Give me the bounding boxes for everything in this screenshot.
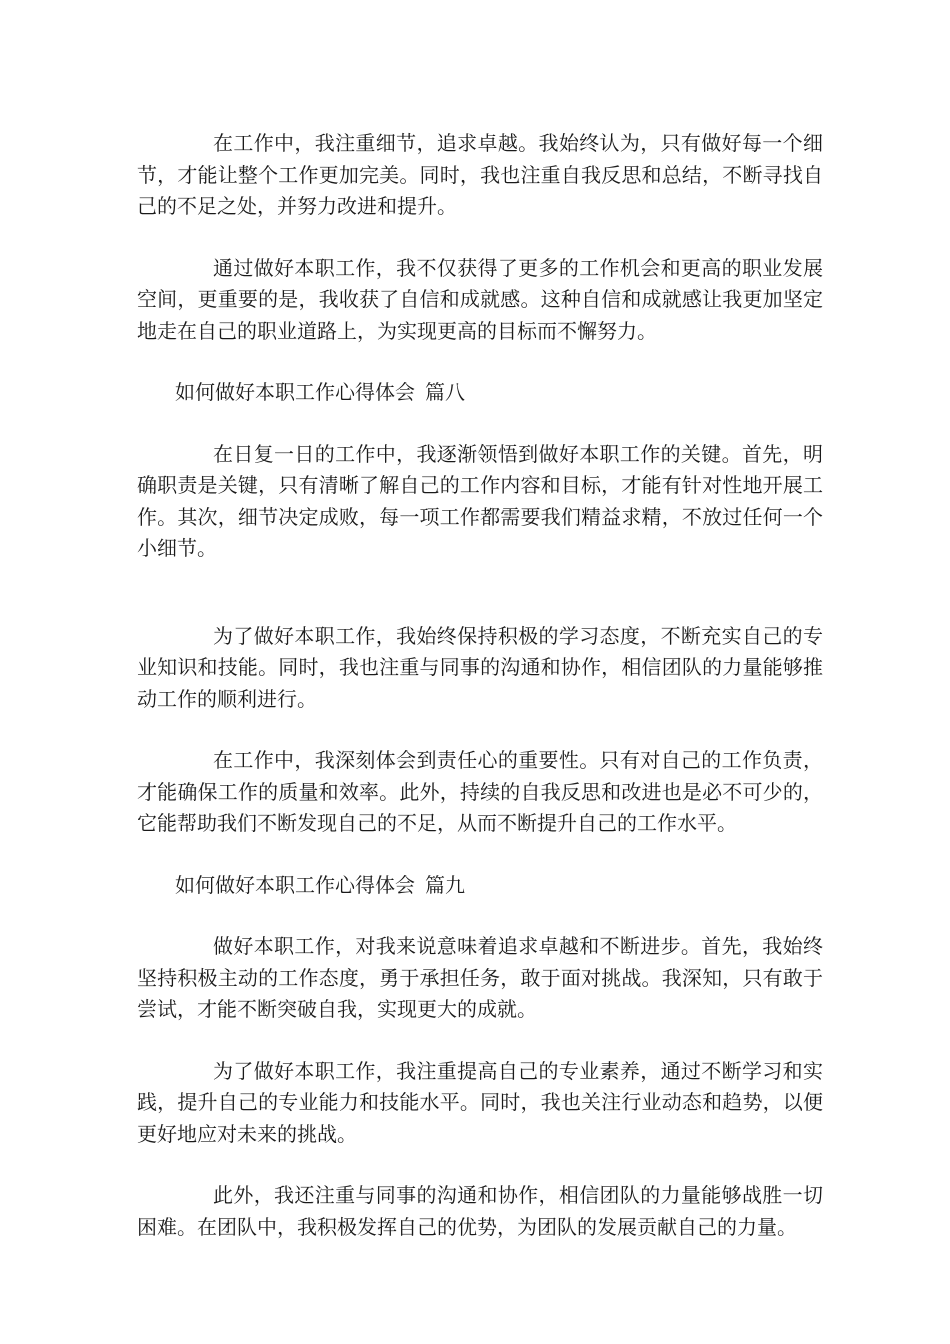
paragraph: 为了做好本职工作，我始终保持积极的学习态度，不断充实自己的专业知识和技能。同时，我也注重与同事的沟通和协作，相信团队的力量能够推动工作的顺利进行。 (137, 623, 823, 711)
paragraph: 在工作中，我深刻体会到责任心的重要性。只有对自己的工作负责，才能确保工作的质量和效率。此外，持续的自我反思和改进也是必不可少的，它能帮助我们不断发现自己的不足，从而不断提升自己的工作水平。 (137, 748, 823, 835)
paragraph: 为了做好本职工作，我注重提高自己的专业素养，通过不断学习和实践，提升自己的专业能力和技能水平。同时，我也关注行业动态和趋势，以便更好地应对未来的挑战。 (137, 1058, 823, 1146)
section-heading-title: 如何做好本职工作心得体会 (175, 872, 415, 897)
paragraph: 在日复一日的工作中，我逐渐领悟到做好本职工作的关键。首先，明确职责是关键，只有清晰了解自己的工作内容和目标，才能有针对性地开展工作。其次，细节决定成败，每一项工作都需要我们精益求精，不放过任何一个小细节。 (137, 441, 823, 560)
paragraph: 通过做好本职工作，我不仅获得了更多的工作机会和更高的职业发展空间，更重要的是，我收获了自信和成就感。这种自信和成就感让我更加坚定地走在自己的职业道路上，为实现更高的目标而不懈努力。 (137, 255, 823, 343)
paragraph: 做好本职工作，对我来说意味着追求卓越和不断进步。首先，我始终坚持积极主动的工作态度，勇于承担任务，敢于面对挑战。我深知，只有敢于尝试，才能不断突破自我，实现更大的成就。 (137, 934, 823, 1021)
section-heading-part: 篇九 (425, 872, 465, 897)
section-heading (137, 870, 823, 902)
section-heading-part: 篇八 (425, 380, 465, 404)
paragraph: 此外，我还注重与同事的沟通和协作，相信团队的力量能够战胜一切困难。在团队中，我积极发挥自己的优势，为团队的发展贡献自己的力量。 (137, 1183, 823, 1239)
paragraph: 在工作中，我注重细节，追求卓越。我始终认为，只有做好每一个细节，才能让整个工作更加完美。同时，我也注重自我反思和总结，不断寻找自己的不足之处，并努力改进和提升。 (137, 131, 823, 218)
section-heading (137, 377, 823, 409)
section-heading-title: 如何做好本职工作心得体会 (175, 380, 415, 404)
document-body (137, 128, 823, 1243)
